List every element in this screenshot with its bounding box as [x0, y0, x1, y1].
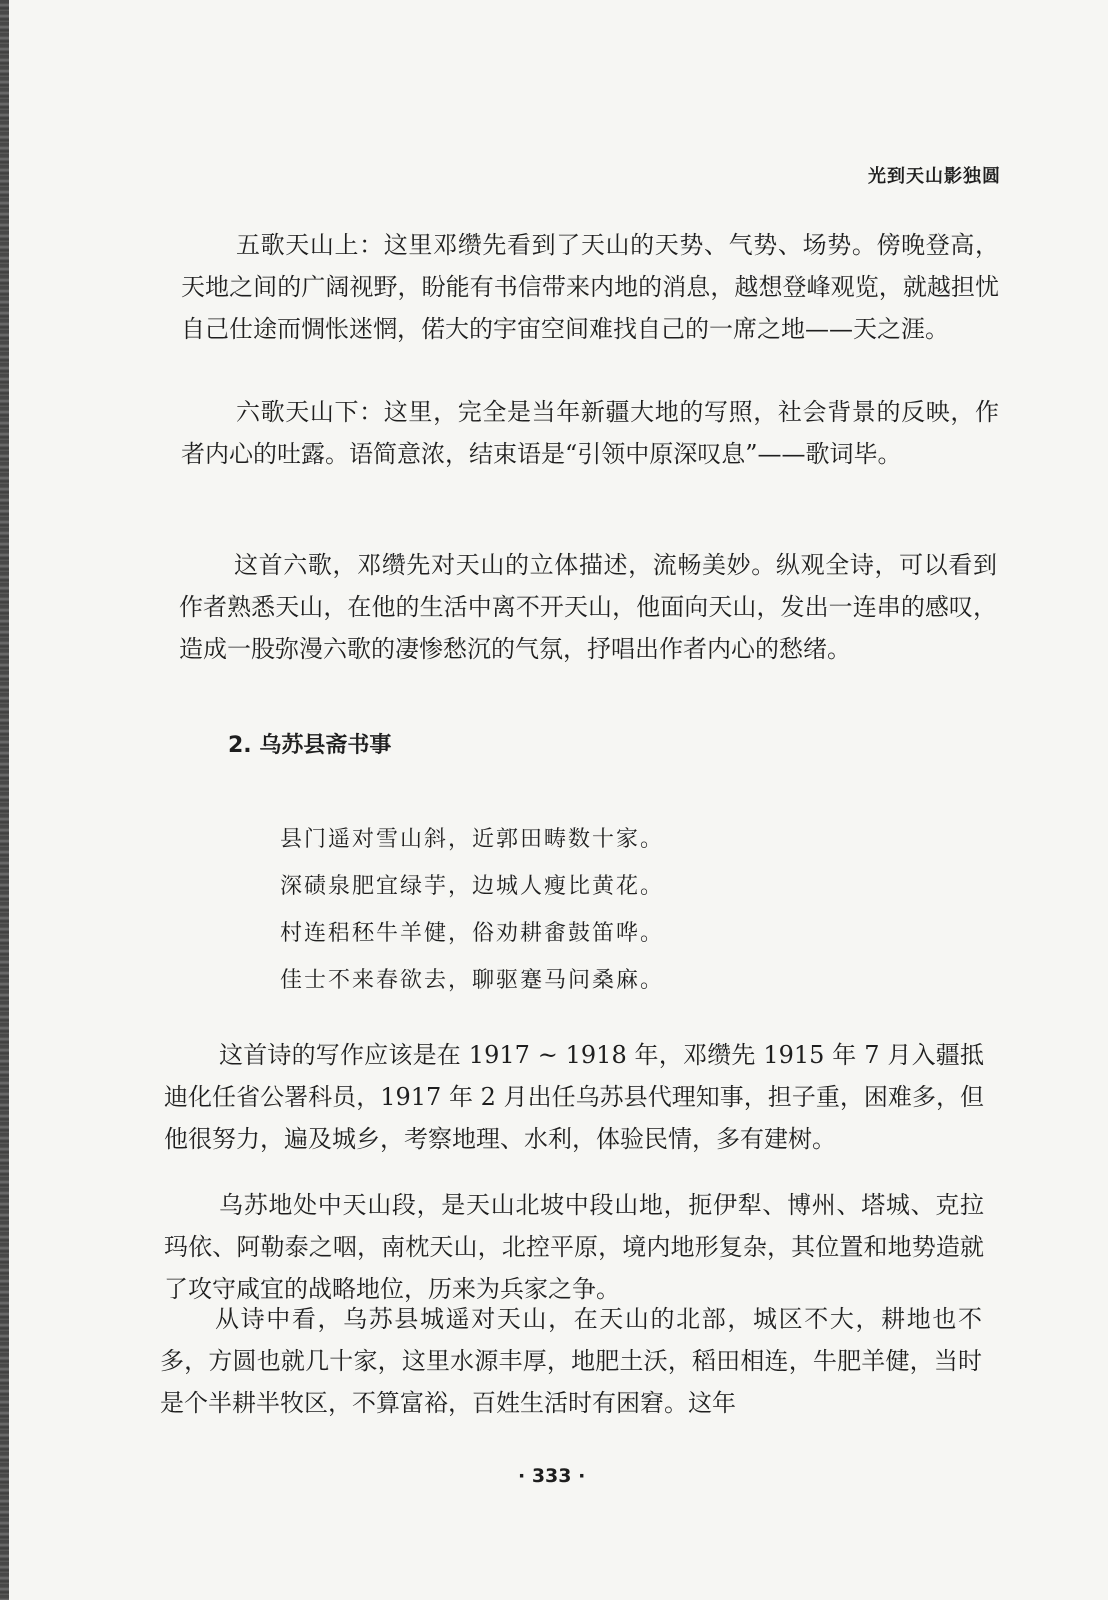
poem-line: 佳士不来春欲去，聊驱蹇马问桑麻。 [280, 968, 665, 993]
scan-binding-edge [0, 0, 9, 1600]
paragraph-wusu-geography: 乌苏地处中天山段，是天山北坡中段山地，扼伊犁、博州、塔城、克拉玛依、阿勒泰之咽，南枕天山，北控平原，境内地形复杂，其位置和地势造就了攻守咸宜的战略地位，历来为兵家之争。 [164, 1191, 984, 1303]
paragraph-writing-date: 这首诗的写作应该是在 1917 ~ 1918 年，邓缵先 1915 年 7 月入疆抵迪化任省公署科员，1917 年 2 月出任乌苏县代理知事，担子重，困难多，但他很努力，遍及城乡，考察地理、水利，体验民情，多有建树。 [164, 1041, 984, 1153]
paragraph-poem-reading: 从诗中看，乌苏县城遥对天山，在天山的北部，城区不大，耕地也不多，方圆也就几十家，这里水源丰厚，地肥土沃，稻田相连，牛肥羊健，当时是个半耕半牧区，不算富裕，百姓生活时有困窘。这年 [160, 1305, 982, 1417]
paragraph-fifth-song: 五歌天山上：这里邓缵先看到了天山的天势、气势、场势。傍晚登高，天地之间的广阔视野，盼能有书信带来内地的消息，越想登峰观览，就越担忧自己仕途而惆怅迷惘，偌大的宇宙空间难找自己的一席之地——天之涯。 [181, 231, 999, 343]
poem [280, 816, 664, 1004]
poem-line: 县门遥对雪山斜，近郭田畴数十家。 [280, 827, 665, 852]
section-heading: 2. 乌苏县斋书事 [228, 733, 392, 758]
poem-line: 村连稆秠牛羊健，俗劝耕畬鼓笛哗。 [280, 921, 665, 946]
running-head: 光到天山影独圆 [868, 166, 1001, 187]
paragraph-sixth-song: 六歌天山下：这里，完全是当年新疆大地的写照，社会背景的反映，作者内心的吐露。语简意浓，结束语是“引领中原深叹息”——歌词毕。 [181, 398, 999, 468]
page-number: · 333 · [518, 1465, 586, 1487]
poem-line: 深碛泉肥宜绿芋，边城人瘦比黄花。 [280, 874, 665, 899]
paragraph-six-songs-summary: 这首六歌，邓缵先对天山的立体描述，流畅美妙。纵观全诗，可以看到作者熟悉天山，在他的生活中离不开天山，他面向天山，发出一连串的感叹，造成一股弥漫六歌的凄惨愁沉的气氛，抒唱出作者内心的愁绪。 [179, 551, 997, 663]
